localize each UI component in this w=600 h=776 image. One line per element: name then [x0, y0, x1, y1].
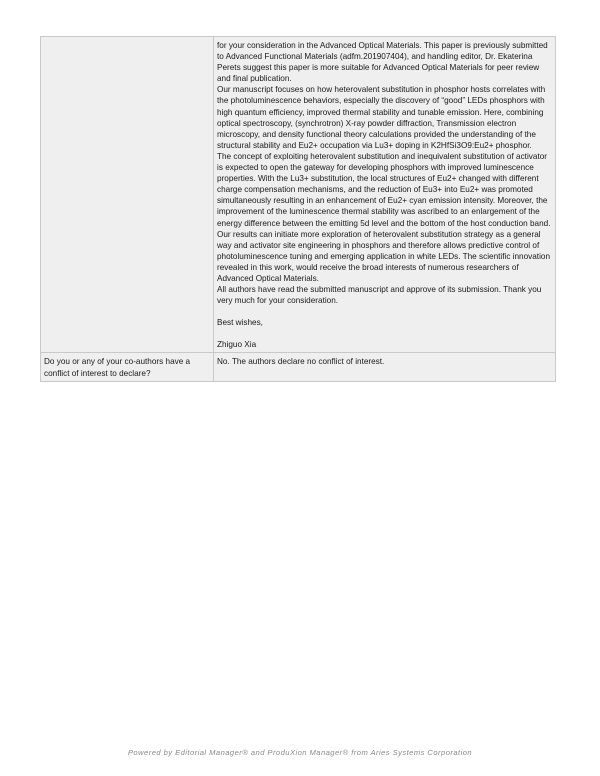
cover-letter-paragraph: for your consideration in the Advanced Optical Materials. This paper is previously submitted to Advanced Functional Materials (adfm.201907404), and handling editor, Dr. Ekaterina Perets suggest this paper is more suitable for Advanced Optical Materials for peer review and final publication. [217, 41, 548, 84]
table-row [41, 353, 556, 381]
cover-letter-paragraph: All authors have read the submitted manuscript and approve of its submission. Thank you very much for your consideration. [217, 285, 542, 306]
signature-text: Zhiguo Xia [217, 340, 257, 350]
powered-by-footer: Powered by Editorial Manager® and ProduXion Manager® from Aries Systems Corporation [127, 748, 473, 757]
cover-letter-label-cell [41, 37, 214, 353]
table-row [41, 37, 556, 353]
cover-letter-paragraph: The concept of exploiting heterovalent substitution and inequivalent substitution of activator is expected to open the gateway for developing phosphors with improved luminescence properties. With the Lu3+ substitution, the local structures of Eu2+ changed with different charge compensation mechanisms, and the reduction of Eu3+ into Eu2+ was promoted simultaneously resulting in an enhancement of Eu2+ cyan emission intensity. Moreover, the improvement of the luminescence thermal stability was ascribed to an enlargement of the energy difference between the emitting 5d level and the bottom of the host conduction band. Our results can initiate more exploration of heterovalent substitution strategy as a general way and activator site engineering in phosphors and therefore allows predictive control of photoluminescence tuning and emerging application in white LEDs. The scientific innovation revealed in this work, would receive the broad interests of numerous researchers of Advanced Optical Materials. [217, 151, 551, 283]
conflict-of-interest-question: Do you or any of your co-authors have a conflict of interest to declare? [41, 353, 214, 381]
conflict-of-interest-answer: No. The authors declare no conflict of interest. [214, 353, 556, 381]
submission-form-table [40, 36, 556, 382]
cover-letter-value-cell [214, 37, 556, 353]
closing-text: Best wishes, [217, 318, 263, 328]
cover-letter-paragraph: Our manuscript focuses on how heterovalent substitution in phosphor hosts correlates with the photoluminescence behaviors, especially the discovery of “good” LEDs phosphors with high quantum efficiency, improved thermal stability and tunable emission. Here, combining optical spectroscopy, (synchrotron) X-ray powder diffraction, Transmission electron microscopy, and density functional theory calculations provided the understanding of the structural stability and Eu2+ occupation via Lu3+ doping in K2HfSi3O9:Eu2+ phosphor. [217, 85, 546, 150]
